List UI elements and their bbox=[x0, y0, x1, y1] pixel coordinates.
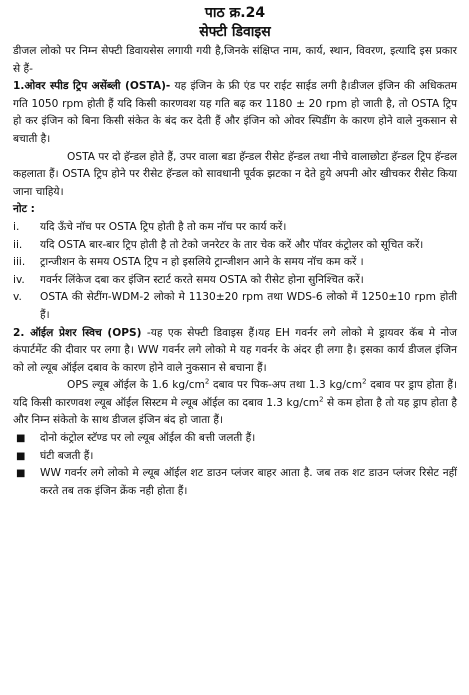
note-text: यदि ऊँचे नॉच पर OSTA ट्रिप होती है तो कम नॉच पर कार्य करें। bbox=[40, 220, 287, 233]
note-item bbox=[13, 219, 457, 237]
note-marker: iii. bbox=[13, 256, 26, 269]
bullet-item bbox=[13, 465, 457, 500]
lesson-number: पाठ क्र.24 bbox=[204, 5, 266, 21]
ops-text-part: दबाव पर पिक-अप तथा 1.3 kg/cm bbox=[209, 379, 363, 392]
superscript: 2 bbox=[319, 395, 324, 404]
ops-text-part: दबाव पर ड्राप होता हैं। यदि किसी कारणवश ल्यूब ऑईल सिस्टम मे ल्यूब ऑईल का दबाव 1.3 kg/cm bbox=[13, 379, 458, 409]
bullet-item bbox=[13, 430, 457, 448]
ops-section bbox=[13, 325, 457, 378]
note-text: OSTA की सेटींग-WDM-2 लोको मे 1130±20 rpm तथा WDS-6 लोको में 1250±10 rpm होती हैं। bbox=[40, 291, 457, 321]
note-marker: i. bbox=[13, 220, 20, 233]
note-marker: v. bbox=[13, 291, 22, 304]
note-item bbox=[13, 237, 457, 255]
superscript: 2 bbox=[204, 377, 210, 386]
notes-heading: नोट : bbox=[13, 203, 35, 216]
lesson-title: सेफ्टी डिवाइस bbox=[199, 24, 271, 40]
square-bullet-icon: ■ bbox=[16, 433, 26, 445]
bullet-text: WW गवर्नर लगे लोको मे ल्यूब ऑईल शट डाउन प्लंजर बाहर आता है. जब तक शट डाउन प्लंजर रिसेट नहीं करते तब तक इंजिन क्रेंक नही होता हैं। bbox=[40, 467, 457, 497]
note-text: ट्रान्जीशन के समय OSTA ट्रिप न हो इसलिये ट्रान्जीशन आने के समय नॉच कम करें । bbox=[40, 256, 364, 269]
bullet-text: घंटी बजती हैं। bbox=[40, 449, 94, 462]
note-marker: ii. bbox=[13, 238, 23, 251]
osta-handles-paragraph: OSTA पर दो हॅन्डल होते हैं, उपर वाला बडा हॅन्डल रीसेट हॅन्डल तथा नीचे वालाछोटा हॅन्डल ट्रिप हॅन्डल कहलाता हैं। OSTA ट्रिप होने पर रीसेट हॅन्डल को सावधानी पूर्वक झटका न देते हुये अपनी ओर खीचकर रीसेट किया जाना चाहिये। bbox=[13, 150, 457, 198]
osta-description: यह इंजिन के फ्री एंड पर राईट साईड लगी है।डीजल इंजिन की अधिकतम गति 1050 rpm होती हैं यदि किसी कारणवश यह गति बढ़ कर 1180 ± 20 rpm हो जाती है, तो OSTA ट्रिप हो कर इंजिन को बिना किसी संकेत के बंद कर देती हैं और इंजिन को ओवर स्पिडींग के कारण होने वाले नुकसान से बचाती है। bbox=[13, 80, 457, 145]
note-text: यदि OSTA बार-बार ट्रिप होती है तो टेको जनरेटर के तार चेक करें और पॉवर कंट्रोलर को सूचित करें। bbox=[40, 238, 424, 251]
note-item bbox=[13, 289, 457, 324]
bullet-text: दोनो कंट्रोल स्टॅण्ड पर लो ल्यूब ऑईल की बत्ती जलती हैं। bbox=[40, 432, 256, 445]
square-bullet-icon: ■ bbox=[16, 450, 26, 462]
note-marker: iv. bbox=[13, 273, 25, 286]
ops-pressure-paragraph bbox=[13, 377, 457, 430]
ops-heading: 2. ऑईल प्रेशर स्विच (OPS) bbox=[13, 326, 142, 339]
superscript: 2 bbox=[362, 377, 367, 386]
note-item bbox=[13, 272, 457, 290]
ops-text-part: से कम होता है तो यह ड्राप होता है और निम्न संकेतो के साथ डीजल इंजिन बंद हो जाता हैं। bbox=[13, 396, 458, 427]
note-text: गवर्नर लिंकेज दबा कर इंजिन स्टार्ट करते समय OSTA को रीसेट होना सुनिश्चित करें। bbox=[40, 273, 364, 286]
note-item bbox=[13, 254, 457, 272]
osta-heading: 1.ओवर स्पीड ट्रिप असेंब्ली (OSTA)- bbox=[13, 80, 171, 93]
ops-description: -यह एक सेफ्टी डिवाइस हैं।यह EH गवर्नर लगे लोको मे ड्रायवर कॅब मे नोज कंपार्टमेंट की दीवार पर लगा है। WW गवर्नर लगे लोको मे यह गवर्नर के अंदर ही लगा है। इसका कार्य डीजल इंजिन को लो ल्यूब ऑईल दबाव के कारण होने वाले नुकसान से बचाना हैं। bbox=[13, 326, 457, 374]
intro-paragraph: डीजल लोको पर निम्न सेफ्टी डिवायसेस लगायी गयी है,जिनके संक्षिप्त नाम, कार्य, स्थान, विवरण, इत्यादि इस प्रकार से हैं- bbox=[13, 45, 457, 75]
square-bullet-icon: ■ bbox=[16, 468, 26, 480]
osta-section bbox=[13, 78, 457, 148]
bullet-item bbox=[13, 448, 457, 466]
ops-text-part: OPS ल्यूब ऑईल के 1.6 kg/cm bbox=[67, 379, 205, 392]
